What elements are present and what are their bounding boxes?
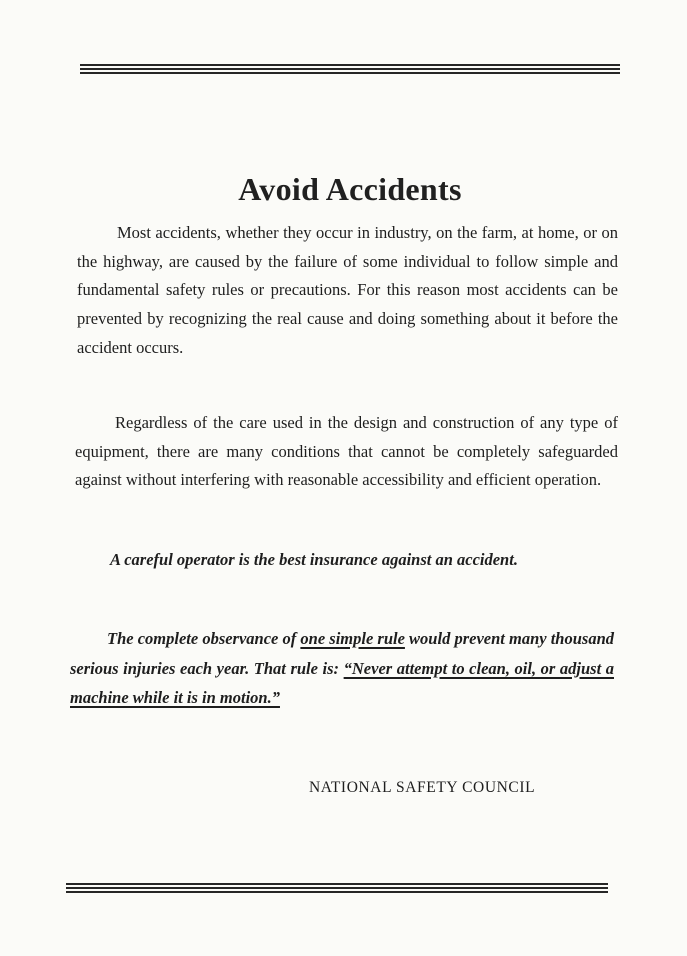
top-double-rule <box>80 64 620 74</box>
paragraph-careful-operator <box>73 546 615 574</box>
paragraph-text: would prevent many thousand serious injuries each year. That rule is: <box>70 629 614 678</box>
signature: NATIONAL SAFETY COUNCIL <box>309 779 536 796</box>
bottom-double-rule <box>66 883 608 893</box>
paragraph-text: The complete observance of <box>107 629 301 648</box>
paragraph-accident-causes <box>77 219 618 363</box>
paragraph-text: Regardless of the care used in the design and construction of any type of equipment, there are many conditions that cannot be completely safeguarded against without interfering with reasonable accessibility and efficient operation. <box>75 413 618 490</box>
paragraph-equipment-safeguards <box>75 409 618 495</box>
paragraph-simple-rule <box>70 624 614 713</box>
underlined-rule-phrase: one simple rule <box>300 629 405 648</box>
paragraph-text: Most accidents, whether they occur in industry, on the farm, at home, or on the highway, are caused by the failure of some individual to follow simple and fundamental safety rules or precautions. For this reason most accidents can be prevented by recognizing the real cause and doing something about it before the accident occurs. <box>77 223 618 357</box>
underlined-rule-quote: “Never attempt to clean, oil, or adjust a machine while it is in motion.” <box>70 658 614 707</box>
paragraph-text: A careful operator is the best insurance against an accident. <box>110 550 518 569</box>
page-title: Avoid Accidents <box>238 171 462 208</box>
